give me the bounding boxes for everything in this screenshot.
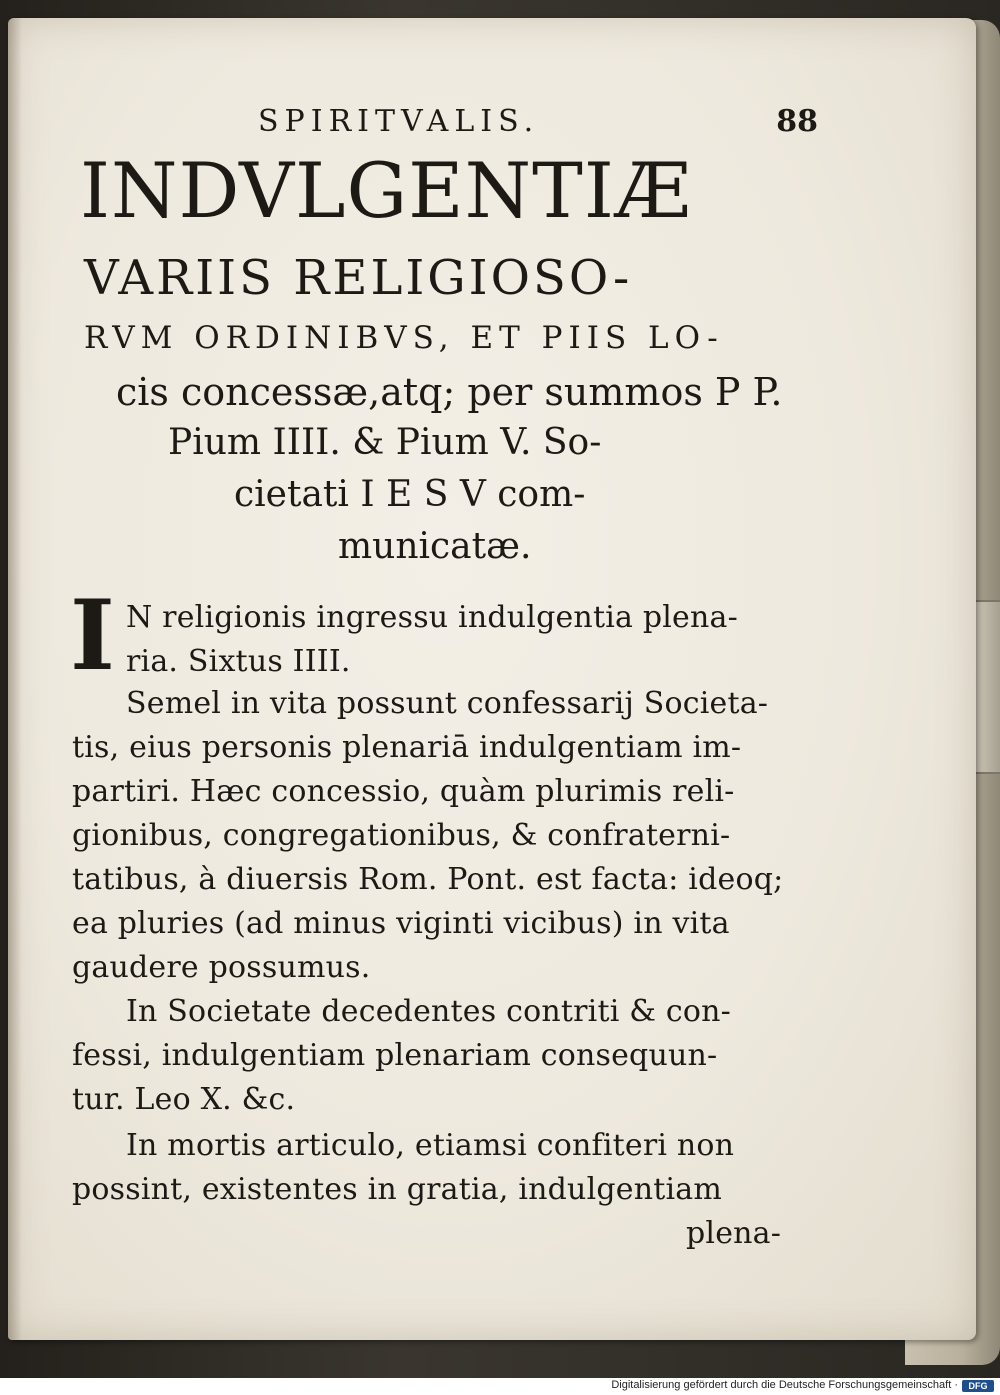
drop-cap: I [70,579,115,692]
digitization-footer [0,1378,1000,1395]
footer-credit: Digitalisierung gefördert durch die Deutsche Forschungsgemeinschaft · [611,1379,958,1391]
body-line-2: ria. Sixtus IIII. [126,644,351,679]
running-head [258,104,818,144]
catchword: plena- [686,1216,782,1251]
body-line-8: ea pluries (ad minus viginti vicibus) in vita [72,906,730,941]
book-page [8,18,976,1340]
running-title: SPIRITVALIS. [258,104,540,139]
body-line-6: gionibus, congregationibus, & confraterni- [72,818,731,853]
heading-line-3: RVM ORDINIBVS, ET PIIS LO- [84,320,724,356]
body-line-1: N religionis ingressu indulgentia plena- [126,600,738,635]
body-line-11: fessi, indulgentiam plenariam consequun- [72,1038,718,1073]
heading-line-2: VARIIS RELIGIOSO- [84,250,633,306]
heading-line-4: cis concessæ,atq; per summos P P. [116,370,783,414]
body-line-14: possint, existentes in gratia, indulgentiam [72,1172,723,1207]
page-number: 88 [776,104,818,139]
page-gutter-shadow [8,18,22,1340]
body-line-9: gaudere possumus. [72,950,371,985]
body-line-4: tis, eius personis plenariā indulgentiam im- [72,730,742,765]
body-line-5: partiri. Hæc concessio, quàm plurimis reli- [72,774,735,809]
body-line-3: Semel in vita possunt confessarij Societa- [126,686,769,721]
heading-line-7: municatæ. [338,526,532,567]
dfg-logo-icon: DFG [962,1380,994,1392]
heading-line-1: INDVLGENTIÆ [80,146,692,235]
body-line-7: tatibus, à diuersis Rom. Pont. est facta: ideoq; [72,862,784,897]
heading-line-6: cietati I E S V com- [234,474,586,515]
body-line-12: tur. Leo X. &c. [72,1082,296,1117]
body-line-10: In Societate decedentes contriti & con- [126,994,732,1029]
body-line-13: In mortis articulo, etiamsi confiteri non [126,1128,735,1163]
heading-line-5: Pium IIII. & Pium V. So- [168,422,602,463]
